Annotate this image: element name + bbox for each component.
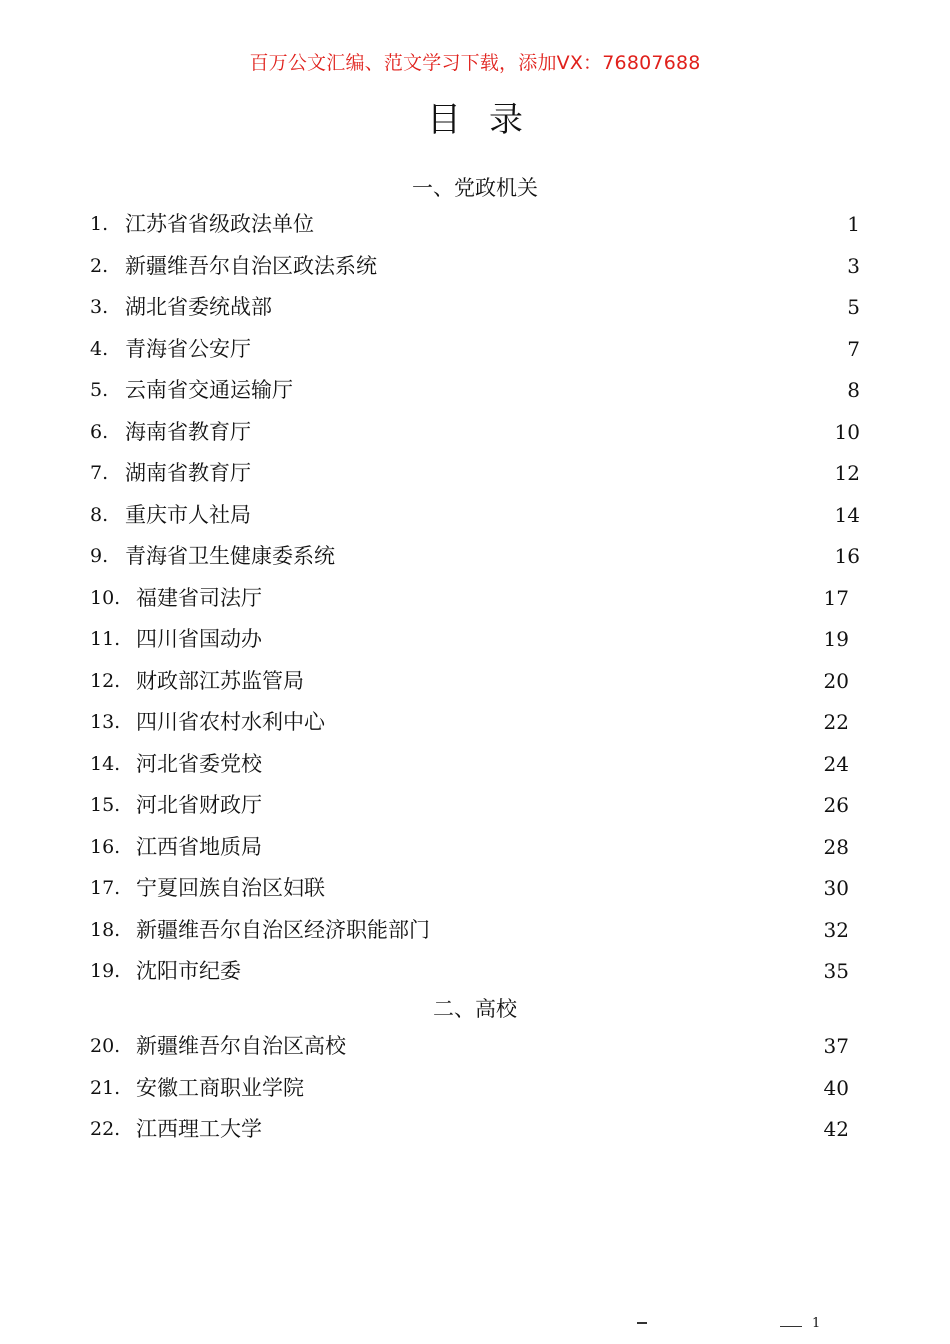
toc-entry-number: 1.: [90, 213, 109, 235]
toc-entry-number: 12.: [90, 669, 121, 692]
toc-entry-page: 30: [823, 876, 849, 900]
toc-entry[interactable]: [90, 292, 870, 322]
toc-entry-number: 9.: [90, 545, 109, 567]
toc-entry-number: 3.: [90, 296, 109, 318]
toc-entry-number: 13.: [90, 711, 121, 733]
toc-entry-title: 新疆维吾尔自治区高校: [136, 1034, 346, 1058]
watermark-text: 百万公文汇编、范文学习下载，添加VX：76807688: [249, 52, 701, 74]
toc-entry[interactable]: [90, 375, 870, 405]
toc-entry[interactable]: [90, 873, 870, 903]
toc-entry-number: 10.: [90, 586, 121, 609]
section-heading: 一、党政机关: [412, 176, 538, 200]
toc-entry-page: 24: [823, 751, 849, 776]
toc-entry[interactable]: [90, 749, 870, 779]
page-title: 目录: [427, 100, 551, 140]
toc-entry[interactable]: [90, 500, 870, 530]
toc-entry-number: 11.: [90, 628, 121, 650]
toc-entry-title: 宁夏回族自治区妇联: [136, 876, 325, 900]
toc-entry-page: 37: [823, 1034, 849, 1058]
toc-entry-number: 21.: [90, 1076, 121, 1099]
footer-mark: [637, 1322, 647, 1328]
toc-entry-number: 7.: [90, 462, 109, 484]
toc-entry-title: 财政部江苏监管局: [136, 668, 304, 693]
toc-entry-number: 17.: [90, 877, 121, 899]
toc-entry-number: 22.: [90, 1118, 121, 1140]
toc-entry-title: 四川省农村水利中心: [136, 710, 325, 734]
toc-entry-page: 17: [823, 585, 849, 610]
toc-entry[interactable]: [90, 583, 870, 613]
toc-entry[interactable]: [90, 790, 870, 820]
toc-entry-title: 安徽工商职业学院: [136, 1075, 304, 1100]
toc-entry-title: 新疆维吾尔自治区政法系统: [125, 253, 377, 278]
toc-entry-title: 河北省财政厅: [136, 793, 262, 817]
toc-entry-title: 江西理工大学: [136, 1117, 262, 1141]
toc-entry-title: 青海省卫生健康委系统: [125, 544, 335, 568]
toc-entry[interactable]: [90, 915, 870, 945]
toc-entry[interactable]: [90, 541, 870, 571]
toc-entry-page: 20: [823, 668, 849, 693]
toc-entry-title: 江苏省省级政法单位: [125, 212, 314, 236]
toc-entry-title: 重庆市人社局: [125, 502, 251, 527]
toc-entry-page: 5: [847, 295, 860, 319]
toc-entry-number: 5.: [90, 379, 109, 401]
toc-entry-page: 42: [823, 1117, 849, 1141]
toc-entry-page: 32: [823, 917, 849, 942]
toc-entry-title: 云南省交通运输厅: [125, 378, 293, 402]
toc-entry[interactable]: [90, 956, 870, 986]
toc-entry[interactable]: [90, 707, 870, 737]
toc-entry-title: 沈阳市纪委: [136, 959, 241, 983]
toc-entry-number: 19.: [90, 960, 121, 982]
toc-entry-number: 14.: [90, 752, 121, 775]
toc-entry[interactable]: [90, 1114, 870, 1144]
toc-entry-page: 28: [823, 834, 849, 859]
toc-entry[interactable]: [90, 624, 870, 654]
toc-entry-page: 16: [834, 544, 860, 568]
toc-entry-page: 19: [823, 627, 849, 651]
toc-entry-title: 江西省地质局: [136, 834, 262, 859]
toc-entry-number: 4.: [90, 337, 109, 360]
toc-entry-number: 20.: [90, 1035, 121, 1057]
toc-entry-title: 湖南省教育厅: [125, 461, 251, 485]
toc-entry[interactable]: [90, 417, 870, 447]
toc-entry-title: 福建省司法厅: [136, 585, 262, 610]
toc-entry-page: 22: [823, 710, 849, 734]
toc-entry-number: 8.: [90, 503, 109, 526]
section-heading: 二、高校: [433, 997, 517, 1021]
toc-entry-number: 2.: [90, 254, 109, 277]
toc-entry[interactable]: [90, 1073, 870, 1103]
toc-entry-title: 海南省教育厅: [125, 419, 251, 444]
toc-entry-page: 35: [823, 959, 849, 983]
toc-entry[interactable]: [90, 666, 870, 696]
toc-entry-title: 河北省委党校: [136, 751, 262, 776]
toc-entry-title: 新疆维吾尔自治区经济职能部门: [136, 917, 430, 942]
toc-entry-page: 10: [834, 419, 860, 444]
toc-entry-page: 40: [823, 1075, 849, 1100]
toc-entry[interactable]: [90, 209, 870, 239]
toc-entry[interactable]: [90, 334, 870, 364]
toc-entry-number: 15.: [90, 794, 121, 816]
toc-entry-page: 7: [847, 336, 860, 361]
toc-entry-number: 18.: [90, 918, 121, 941]
toc-entry-title: 湖北省委统战部: [125, 295, 272, 319]
toc-entry-page: 14: [834, 502, 860, 527]
toc-entry-title: 四川省国动办: [136, 627, 262, 651]
toc-entry-page: 12: [834, 461, 860, 485]
footer-page-number: 1: [812, 1316, 821, 1331]
footer-dash: [780, 1326, 802, 1327]
toc-entry-page: 8: [847, 378, 860, 402]
toc-entry-number: 6.: [90, 420, 109, 443]
toc-entry[interactable]: [90, 832, 870, 862]
toc-entry-title: 青海省公安厅: [125, 336, 251, 361]
toc-entry[interactable]: [90, 251, 870, 281]
toc-entry-page: 26: [823, 793, 849, 817]
toc-entry[interactable]: [90, 1031, 870, 1061]
toc-entry-number: 16.: [90, 835, 121, 858]
toc-entry-page: 1: [847, 212, 860, 236]
toc-entry-page: 3: [847, 253, 860, 278]
toc-entry[interactable]: [90, 458, 870, 488]
